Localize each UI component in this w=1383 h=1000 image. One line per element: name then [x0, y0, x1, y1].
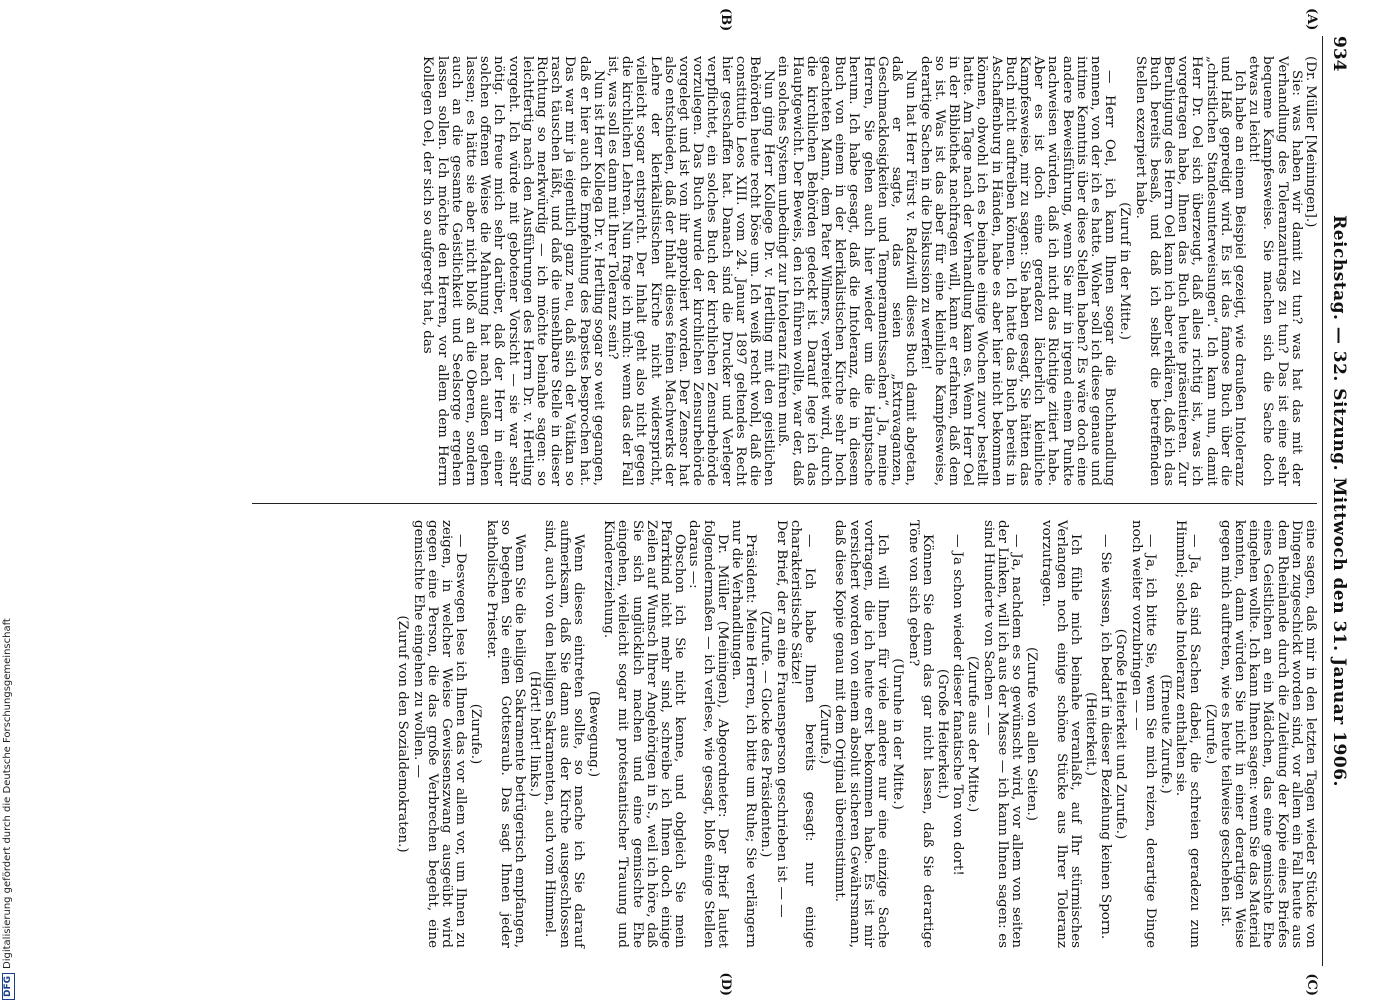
page-number: 934 — [1329, 36, 1349, 72]
margin-mark-c: (C) — [1304, 973, 1319, 996]
right-column-paragraph: — Ja, da sind Sachen dabei, die schreien geradezu zum Himmel; solche Intoleranz enthalten sie. — [1173, 520, 1203, 948]
right-column-paragraph: Dr. Müller (Meiningen), Abgeordneter: Der Brief lautet folgendermaßen — ich verlese, wie gesagt, bloß einige Stellen daraus —: — [686, 520, 730, 948]
footer-text: Digitalisierung gefördert durch die Deutsche Forschungsgemeinschaft — [2, 618, 13, 969]
left-column-paragraph: Sie: was haben wir damit zu tun? was hat das mit der Verhandlung des Toleranzantrags zu tun? Das ist eine sehr bequeme Kampfesweise. Sie machen sich die Sache doch etwas zu leicht! — [1246, 56, 1304, 486]
right-column-interjection: (Hört! hört! links.) — [527, 670, 543, 798]
right-column-interjection: (Zurufe.) — [817, 703, 833, 765]
dfg-logo: DFG — [2, 973, 15, 1000]
right-column-interjection: (Heiterkeit.) — [1082, 692, 1098, 776]
right-column-paragraph: Wenn dieses eintreten sollte, so mache ich Sie darauf aufmerksam, daß Sie dann aus der Kirche ausgeschlossen sind, auch von den heiligen Sakramenten, auch vom Himmel. — [542, 520, 586, 948]
right-column-paragraph: — Ja schon wieder dieser fanatische Ton von dort! — [950, 534, 966, 876]
right-column-paragraph: — Ja, nachdem es so gewünscht wird, vor allem von seiten der Linken, will ich aus der Masse — ich kann Ihnen sagen: es sind Hunderte von Sachen — — — [980, 520, 1024, 948]
margin-mark-a: (A) — [1304, 8, 1319, 31]
right-column-paragraph: Ich will Ihnen für viele andere nur eine einzige Sache vortragen, die ich heute erst bekommen habe. Es ist mir versichert worden von einem absolut sicheren Gewährsmann, daß diese Kopie genau mit dem Original übereinstimmt. — [832, 520, 891, 948]
right-column-interjection: (Zurufe von allen Seiten.) — [1024, 647, 1040, 821]
right-column-interjection: (Große Heiterkeit und Zurufe.) — [1113, 628, 1129, 840]
text-column-left — [420, 56, 1317, 486]
margin-mark-d: (D) — [718, 972, 733, 996]
header-rule — [1322, 36, 1323, 966]
right-column-interjection: (Zuruf von den Sozialdemokraten.) — [395, 615, 411, 853]
right-column-paragraph: Ich fühle mich beinahe veranlaßt, auf Ihr stürmisches Verlangen noch einige schöne Stücke aus Ihrer Toleranz vorzutragen. — [1039, 520, 1083, 948]
right-column-paragraph: — Ja, ich bitte Sie, wenn Sie mich reizen, derartige Dinge noch weiter vorzubringen — — — [1128, 520, 1158, 948]
column-divider — [252, 503, 1317, 504]
right-column-interjection: (Große Heiterkeit.) — [934, 668, 950, 800]
footer-credit — [0, 0, 20, 1000]
left-column-paragraph: Nun ist Herr Kollega Dr. v. Hertling sogar so weit gegangen, daß er hier auch die Empfehlung des Papstes besprochen hat. Das war mir ja eigentlich ganz neu, daß sich der Vatikan so rasch täuschen läßt, und daß die unsehlbare Stelle in dieser Richtung so merkwürdig — ich möchte beinahe sagen: so leichtfertig nach den Ausführungen des Herrn Dr. v. Hertling vorgeht. Ich würde mit gebotener Vorsicht — sie war sehr nötig. Ich freue mich sehr darüber, daß der Herr in einer solchen offenen Weise die Mahnung hat nach außen gehen lassen; es hätte sie aber nicht bloß an die Oberen, sondern auch an die gesamte Geistlichkeit und Seelsorge ergehen lassen sollen. Ich möchte den Herren, vor allem dem Herrn Kollegen Oel, der sich so aufgeregt hat, das — [420, 56, 606, 486]
page-header — [1321, 36, 1349, 966]
right-column-paragraph: eine sagen, daß mir in den letzten Tagen wieder Stücke von Dingen zugeschickt worden sind, vor allem ein Fall heute aus dem Rheinlande durch die Zuleitung der Kopie eines Briefes eines Geistlichen an ein Mädchen, das eine gemischte Ehe eingehen wollte. Ich kann Ihnen sagen: wenn Sie das Material kennten, dann würden Sie nicht in einer derartigen Weise gegen mich auftreten, wie es heute teilweise geschehen ist. — [1217, 520, 1318, 948]
text-column-right — [394, 520, 1317, 948]
left-column-paragraph: Nun ging Herr Kollege Dr. v. Hertling mit den geistlichen Behörden heute recht böse um. Ich weiß recht wohl, daß die constitutio Leos XIII. vom 24. Januar 1897 geltendes Recht hier geschaffen hat. Danach sind die Drucker und Verleger verpflichtet, ein solches Buch der kirchlichen Zensurbehörde vorzulegen. Das Buch wurde der kirchlichen Zensurbehörde vorgelegt und ist von ihr approbiert worden. Der Zensor hat also entschieden, daß der Inhalt dieses feinen Machwerks der Lehre der klerikalistischen Kirche nicht widerspricht, vielleicht sogar entspricht. Der Inhalt geht also nicht gegen die kirchlichen Lehren. Nun frage ich mich: wenn das der Fall ist, was soll es dann mit Ihrer Toleranz sein? — [605, 56, 777, 486]
right-column-interjection: (Unruhe in der Mitte.) — [890, 658, 906, 810]
right-column-interjection: (Zurufe. — Glocke des Präsidenten.) — [758, 610, 774, 858]
margin-mark-b: (B) — [718, 8, 733, 32]
page-title: Reichstag. — 32. Sitzung. Mittwoch den 31. Januar 1906. — [1329, 215, 1349, 787]
right-column-paragraph: Wenn Sie die heiligen Sakramente betrügerisch empfangen, so begehen Sie einen Gottesraub. Das sagt Ihnen jeder katholische Priester. — [483, 520, 528, 948]
left-column-interjection: (Zuruf in der Mitte.) — [1117, 202, 1133, 340]
left-column-paragraph: (Dr. Müller [Meiningen].) — [1303, 56, 1318, 228]
right-column-paragraph: Obschon ich Sie nicht kenne, und obgleich Sie mein Pfarrkind nicht mehr sind, schreibe ich Ihnen doch einige Zeilen auf Wunsch Ihrer Angehörigen in S., weil ich höre, daß Sie sich unglücklich machen und eine gemischte Ehe eingehen, vielleicht sogar mit protestantischer Trauung und Kindererziehung. — [601, 520, 688, 948]
right-column-interjection: (Zurufe aus der Mitte.) — [965, 655, 981, 813]
right-column-paragraph: — Deswegen lese ich Ihnen das vor allem vor, um Ihnen zu zeigen, in welcher Weise Gewissenszwang ausgeübt wird gegen eine Person, die das große Verbrechen begeht, eine gemischte Ehe eingehen zu wollen. — — [410, 520, 469, 948]
right-column-paragraph: — Ich habe Ihnen bereits gesagt: nur einige charakteristische Sätze! — [787, 520, 818, 948]
right-column-paragraph: Können Sie denn das gar nicht lassen, daß Sie derartige Töne von sich geben? — [905, 520, 935, 948]
right-column-interjection: (Zurufe.) — [468, 703, 484, 765]
right-column-paragraph: Präsident: Meine Herren, ich bitte um Ruhe; Sie verlängern nur die Verhandlungen. — [729, 520, 759, 948]
right-column-interjection: (Bewegung.) — [586, 690, 602, 778]
left-column-paragraph: — Herr Oel, ich kann Ihnen sogar die Buchhandlung nennen, von der ich es hatte. Woher soll ich diese genaue und intime Kenntnis über diese Stellen haben? Es wäre doch eine andere Beweisführung, wenn Sie mir in irgend einem Punkte nachweisen würden, daß ich nicht das Richtige zitiert habe. Aber es ist doch eine geradezu lächerlich kleinliche Kampfesweise, mir zu sagen: Sie haben gesagt, Sie hätten das Buch nicht auftreiben können. Ich hatte das Buch bereits in Aschaffenburg in Händen, habe es aber hier nicht bekommen können, obwohl ich es beinahe einige Wochen zuvor bestellt hatte. Am Tage nach der Verhandlung kam es. Wenn Herr Oel in der Bibliothek nachfragen will, kann er erfahren, daß dem so ist. Was ist das aber für eine kleinliche Kampfesweise, derartige Sachen in die Diskussion zu werfen! — [917, 56, 1118, 486]
right-column-paragraph: — Sie wissen, ich bedarf in dieser Beziehung keinen Sporn. — [1098, 534, 1114, 940]
right-column-interjection: (Zurufe.) — [1202, 703, 1218, 765]
left-column-paragraph: Ich habe an einem Beispiel gezeigt, wie draußen Intoleranz und Haß gepredigt wird. Es ist das famose Buch über die „christlichen Standesunterweisungen“. Ich kann nun, damit Herr Dr. Oel sich überzeugt, daß alles richtig ist, was ich vorgetragen habe, Ihnen das Buch heute präsentieren. Zur Beruhigung des Herrn Oel kann ich aber erklären, daß ich das Buch bereits besaß, und daß ich selbst die betreffenden Stellen exzerpiert habe. — [1132, 56, 1247, 486]
right-column-paragraph: Der Brief, der an eine Frauensperson geschrieben ist — — — [773, 520, 789, 918]
right-column-interjection: (Erneute Zurufe.) — [1157, 674, 1173, 794]
left-column-paragraph: Nun hat Herr Fürst v. Radziwill dieses Buch damit abgetan, daß er sagte, das seien „Extravaganzen, Geschmacklosigkeiten und Temperamentssachen“. Ja, meine Herren, Sie gehen auch hier wieder um die Hauptsache herum. Ich habe gesagt, daß die Intoleranz, die in diesem Buch von einem in der klerikalistischen Kirche sehr hoch geachteten Mann, dem Pater Wilmers, verbreitet wird, durch die kirchlichen Behörden gedeckt ist. Darauf lege ich das Hauptgewicht. Der Beweis, den ich führen wollte, war der, daß ein solches System unbedingt zur Intoleranz führen muß. — [775, 56, 919, 486]
